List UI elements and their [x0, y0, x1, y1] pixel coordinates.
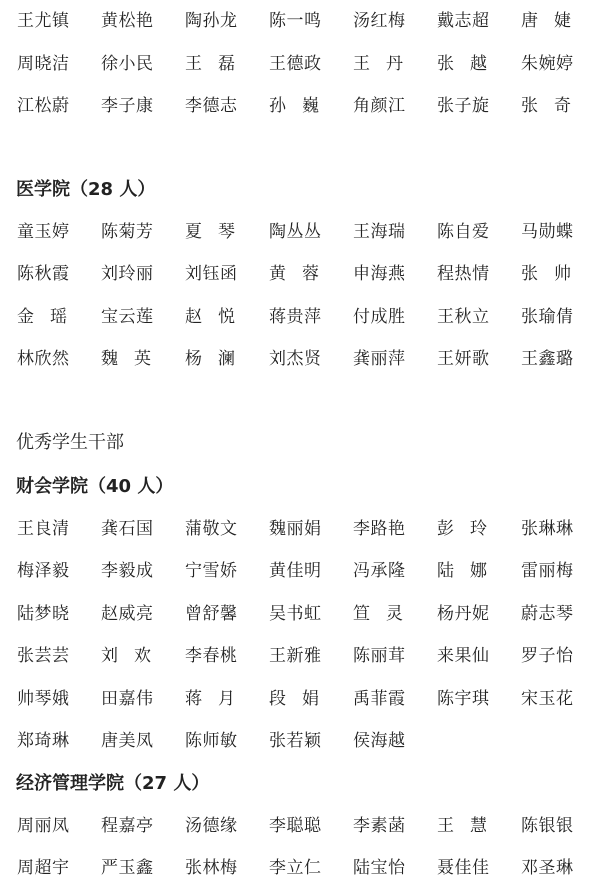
student-name: 王新雅 [269, 646, 322, 666]
name-row [17, 8, 600, 34]
student-name: 杨丹妮 [437, 604, 490, 624]
student-name: 魏英 [101, 349, 167, 369]
student-name: 童玉婷 [17, 222, 70, 242]
student-name: 赵威亮 [101, 604, 154, 624]
student-name: 蔚志琴 [521, 604, 574, 624]
student-name: 陈宇琪 [437, 689, 490, 709]
student-name: 王良清 [17, 519, 70, 539]
section-heading-finance: 财会学院（40 人） [16, 476, 174, 497]
student-name: 周晓洁 [17, 54, 70, 74]
student-name: 蒋贵萍 [269, 307, 322, 327]
student-name: 段娟 [269, 689, 335, 709]
student-name: 陈师敏 [185, 731, 238, 751]
student-name: 田嘉伟 [101, 689, 154, 709]
name-row [17, 686, 600, 712]
student-name: 刘钰函 [185, 264, 238, 284]
student-name: 陈银银 [521, 816, 574, 836]
student-name: 黄佳明 [269, 561, 322, 581]
student-name: 王秋立 [437, 307, 490, 327]
name-row [17, 219, 600, 245]
name-row [17, 643, 600, 669]
student-name: 陆娜 [437, 561, 503, 581]
student-name: 李立仁 [269, 858, 322, 878]
student-name: 周丽凤 [17, 816, 70, 836]
student-name: 王鑫璐 [521, 349, 574, 369]
student-name: 笪灵 [353, 604, 419, 624]
student-name: 陈秋霞 [17, 264, 70, 284]
section-heading-economics: 经济管理学院（27 人） [16, 773, 210, 794]
student-name: 梅泽毅 [17, 561, 70, 581]
student-name: 陆宝怡 [353, 858, 406, 878]
student-name: 蒲敬文 [185, 519, 238, 539]
student-name: 侯海越 [353, 731, 406, 751]
student-name: 刘玲丽 [101, 264, 154, 284]
student-name: 帅琴娥 [17, 689, 70, 709]
name-row [17, 304, 600, 330]
student-name: 李路艳 [353, 519, 406, 539]
section-heading-medical: 医学院（28 人） [16, 179, 156, 200]
student-name: 王德政 [269, 54, 322, 74]
name-row [17, 601, 600, 627]
student-name: 张若颖 [269, 731, 322, 751]
student-name: 唐婕 [521, 11, 587, 31]
name-row [17, 516, 600, 542]
student-name: 夏琴 [185, 222, 251, 242]
student-name: 陈自爱 [437, 222, 490, 242]
name-row [17, 51, 600, 77]
student-name: 林欣然 [17, 349, 70, 369]
student-name: 张琳琳 [521, 519, 574, 539]
student-name: 王海瑞 [353, 222, 406, 242]
student-name: 张芸芸 [17, 646, 70, 666]
student-name: 黄松艳 [101, 11, 154, 31]
student-name: 彭玲 [437, 519, 503, 539]
student-name: 汤德缘 [185, 816, 238, 836]
student-name: 龚石国 [101, 519, 154, 539]
name-row [17, 855, 600, 881]
student-name: 张奇 [521, 96, 587, 116]
student-name: 龚丽萍 [353, 349, 406, 369]
student-name: 张帅 [521, 264, 587, 284]
student-name: 吴书虹 [269, 604, 322, 624]
student-name: 李德志 [185, 96, 238, 116]
student-name: 李毅成 [101, 561, 154, 581]
name-row [17, 261, 600, 287]
student-name: 徐小民 [101, 54, 154, 74]
student-name: 来果仙 [437, 646, 490, 666]
name-row [17, 558, 600, 584]
student-name: 刘杰贤 [269, 349, 322, 369]
student-name: 宝云莲 [101, 307, 154, 327]
student-name: 程嘉亭 [101, 816, 154, 836]
student-name: 蒋月 [185, 689, 251, 709]
student-name: 张瑜倩 [521, 307, 574, 327]
student-name: 冯承隆 [353, 561, 406, 581]
student-name: 陈丽茸 [353, 646, 406, 666]
student-name: 禹菲霞 [353, 689, 406, 709]
student-name: 王丹 [353, 54, 419, 74]
student-name: 陶丛丛 [269, 222, 322, 242]
student-name: 角颜江 [353, 96, 406, 116]
student-name: 严玉鑫 [101, 858, 154, 878]
category-title: 优秀学生干部 [16, 432, 124, 453]
student-name: 张子旋 [437, 96, 490, 116]
student-name: 汤红梅 [353, 11, 406, 31]
student-name: 江松蔚 [17, 96, 70, 116]
student-name: 张林梅 [185, 858, 238, 878]
student-name: 魏丽娟 [269, 519, 322, 539]
name-row [17, 93, 600, 119]
student-name: 郑琦琳 [17, 731, 70, 751]
student-name: 陆梦晓 [17, 604, 70, 624]
name-row [17, 813, 600, 839]
student-name: 张越 [437, 54, 503, 74]
student-name: 李素菡 [353, 816, 406, 836]
student-name: 杨澜 [185, 349, 251, 369]
student-name: 王磊 [185, 54, 251, 74]
student-name: 陶孙龙 [185, 11, 238, 31]
student-name: 陈一鸣 [269, 11, 322, 31]
student-name: 刘欢 [101, 646, 167, 666]
student-name: 唐美凤 [101, 731, 154, 751]
student-name: 程热情 [437, 264, 490, 284]
student-name: 罗子怡 [521, 646, 574, 666]
name-row [17, 728, 600, 754]
student-name: 宁雪娇 [185, 561, 238, 581]
student-name: 孙巍 [269, 96, 335, 116]
student-name: 王慧 [437, 816, 503, 836]
student-name: 邓圣琳 [521, 858, 574, 878]
student-name: 李子康 [101, 96, 154, 116]
student-name: 王妍歌 [437, 349, 490, 369]
student-name: 李聪聪 [269, 816, 322, 836]
student-name: 付成胜 [353, 307, 406, 327]
name-row [17, 346, 600, 372]
student-name: 朱婉婷 [521, 54, 574, 74]
student-name: 聂佳佳 [437, 858, 490, 878]
student-name: 王尤镇 [17, 11, 70, 31]
student-name: 宋玉花 [521, 689, 574, 709]
student-name: 李春桃 [185, 646, 238, 666]
student-name: 申海燕 [353, 264, 406, 284]
student-name: 陈菊芳 [101, 222, 154, 242]
student-name: 赵悦 [185, 307, 251, 327]
student-name: 雷丽梅 [521, 561, 574, 581]
student-name: 黄蓉 [269, 264, 335, 284]
student-name: 马勋蝶 [521, 222, 574, 242]
student-name: 金瑶 [17, 307, 83, 327]
student-name: 周超宇 [17, 858, 70, 878]
student-name: 戴志超 [437, 11, 490, 31]
student-name: 曾舒馨 [185, 604, 238, 624]
